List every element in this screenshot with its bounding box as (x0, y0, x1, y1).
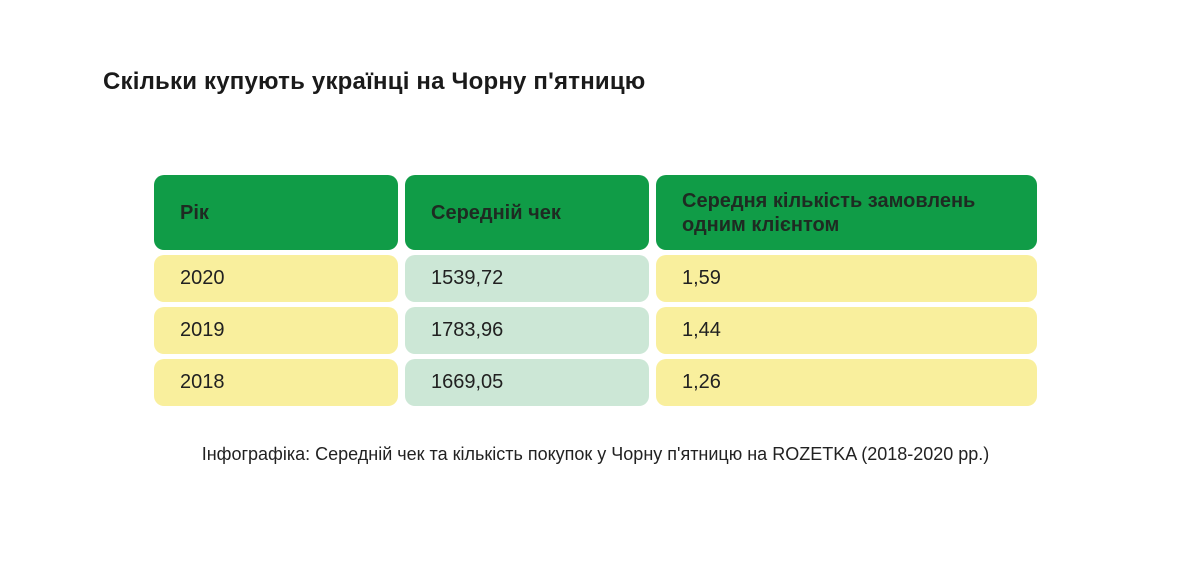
data-table (154, 175, 1037, 406)
table-cell-avg-orders-2018: 1,26 (656, 359, 1037, 406)
table-cell-avg-orders-2019: 1,44 (656, 307, 1037, 354)
table-cell-avg-check-2018: 1669,05 (405, 359, 649, 406)
table-cell-avg-orders-2020: 1,59 (656, 255, 1037, 302)
table-cell-avg-check-2020: 1539,72 (405, 255, 649, 302)
page-title: Скільки купують українці на Чорну п'ятницю (103, 68, 646, 95)
column-header-avg-check: Середній чек (405, 175, 649, 250)
table-cell-year-2018: 2018 (154, 359, 398, 406)
column-header-avg-orders: Середня кількість замовлень одним клієнтом (656, 175, 1037, 250)
column-header-year: Рік (154, 175, 398, 250)
table-cell-year-2019: 2019 (154, 307, 398, 354)
table-cell-avg-check-2019: 1783,96 (405, 307, 649, 354)
infographic-caption: Інфографіка: Середній чек та кількість покупок у Чорну п'ятницю на ROZETKA (2018-2020 рр.) (201, 444, 990, 464)
table-cell-year-2020: 2020 (154, 255, 398, 302)
